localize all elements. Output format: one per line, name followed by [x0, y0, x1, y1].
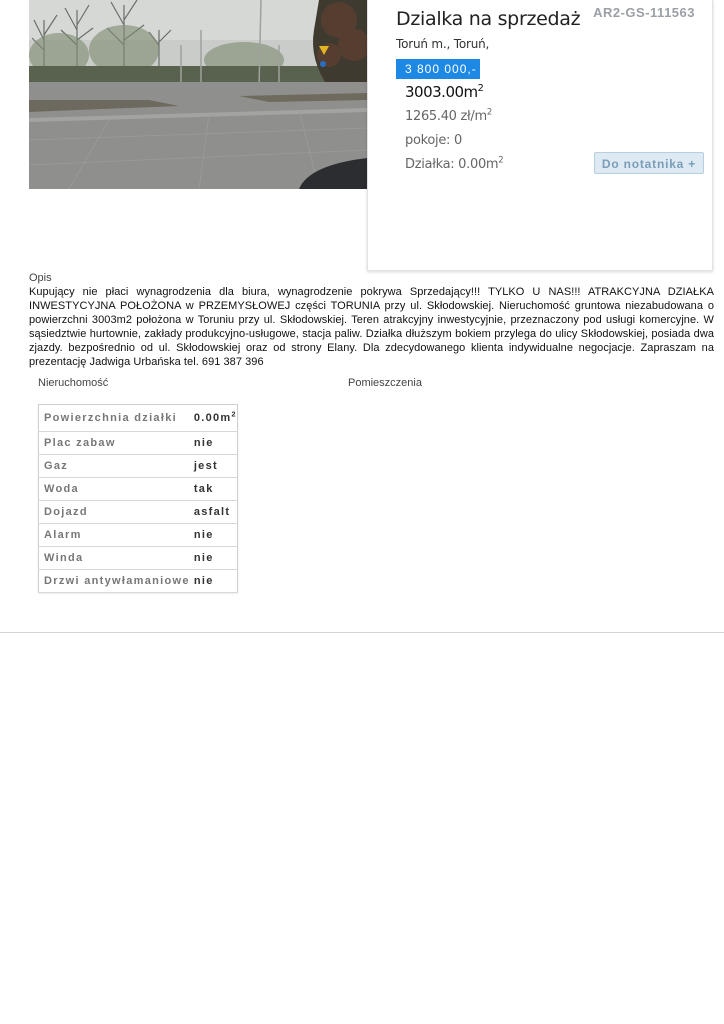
property-value-sup: 2	[231, 410, 237, 419]
total-area-unit-sup: 2	[477, 83, 484, 94]
property-key: Drzwi antywłamaniowe	[39, 570, 190, 593]
table-row	[39, 455, 238, 478]
plot-area-value: Działka: 0.00m	[405, 157, 499, 172]
listing-photo[interactable]	[29, 0, 367, 189]
plot-area-sup: 2	[498, 154, 504, 165]
listing-location: Toruń m., Toruń,	[396, 37, 490, 51]
street-scene-image	[29, 0, 367, 189]
property-value: tak	[190, 478, 238, 501]
listing-reference: AR2-GS-111563	[593, 5, 695, 20]
table-row	[39, 501, 238, 524]
property-value	[190, 405, 238, 432]
rooms-section-heading: Pomieszczenia	[348, 377, 422, 389]
listing-summary-card	[367, 0, 713, 271]
table-row	[39, 432, 238, 455]
property-value: jest	[190, 455, 238, 478]
property-key: Alarm	[39, 524, 190, 547]
property-key: Dojazd	[39, 501, 190, 524]
property-key: Winda	[39, 547, 190, 570]
rooms-count: pokoje: 0	[405, 133, 462, 148]
add-to-notebook-button[interactable]: Do notatnika +	[594, 152, 704, 174]
property-key: Gaz	[39, 455, 190, 478]
table-row	[39, 524, 238, 547]
listing-title: Dzialka na sprzedaż	[396, 8, 581, 30]
property-details-table	[38, 404, 238, 593]
price-per-m2-value: 1265.40 zł/m	[405, 109, 487, 124]
description-label: Opis	[29, 272, 52, 284]
property-value: nie	[190, 432, 238, 455]
property-value: nie	[190, 524, 238, 547]
description-text: Kupujący nie płaci wynagrodzenia dla biura, wynagrodzenie pokrywa Sprzedający!!! TYLKO U NAS!!! ATRAKCYJNA DZIAŁKA INWESTYCYJNA POŁOŻONA w PRZEMYSŁOWEJ części TORUNIA przy ul. Skłodowskiej. Nieruchomość gruntowa niezabudowana o powierzchni 3003m2 położona w Toruniu przy ul. Skłodowskiej. Teren atrakcyjny inwestycyjnie, przeznaczony pod usługi komercyjne. W sąsiedztwie hurtownie, zakłady produkcyjno-usługowe, stacja paliw. Działka dłuższym bokiem przylega do ulicy Skłodowskiej, posiada dwa zjazdy. bezpośrednio od ul. Skłodowskiej oraz od strony Elany. Dla zdecydowanego klienta indywidualne negocjacje. Zapraszam na prezentację Jadwiga Urbańska tel. 691 387 396	[29, 286, 714, 368]
property-value-text: 0.00m	[193, 412, 232, 424]
total-area-value: 3003.00m	[405, 83, 478, 101]
price-badge: 3 800 000,-	[396, 59, 480, 79]
table-row	[39, 478, 238, 501]
total-area	[405, 83, 483, 101]
price-per-m2-sup: 2	[486, 106, 492, 117]
table-row	[39, 570, 238, 593]
page-divider	[0, 632, 724, 633]
property-value: asfalt	[190, 501, 238, 524]
property-value: nie	[190, 547, 238, 570]
property-key: Powierzchnia działki	[39, 405, 190, 432]
property-key: Woda	[39, 478, 190, 501]
property-value: nie	[190, 570, 238, 593]
price-per-m2	[405, 106, 492, 124]
property-section-heading: Nieruchomość	[38, 377, 109, 389]
property-key: Plac zabaw	[39, 432, 190, 455]
plot-area	[405, 154, 504, 172]
table-row	[39, 405, 238, 432]
table-row	[39, 547, 238, 570]
